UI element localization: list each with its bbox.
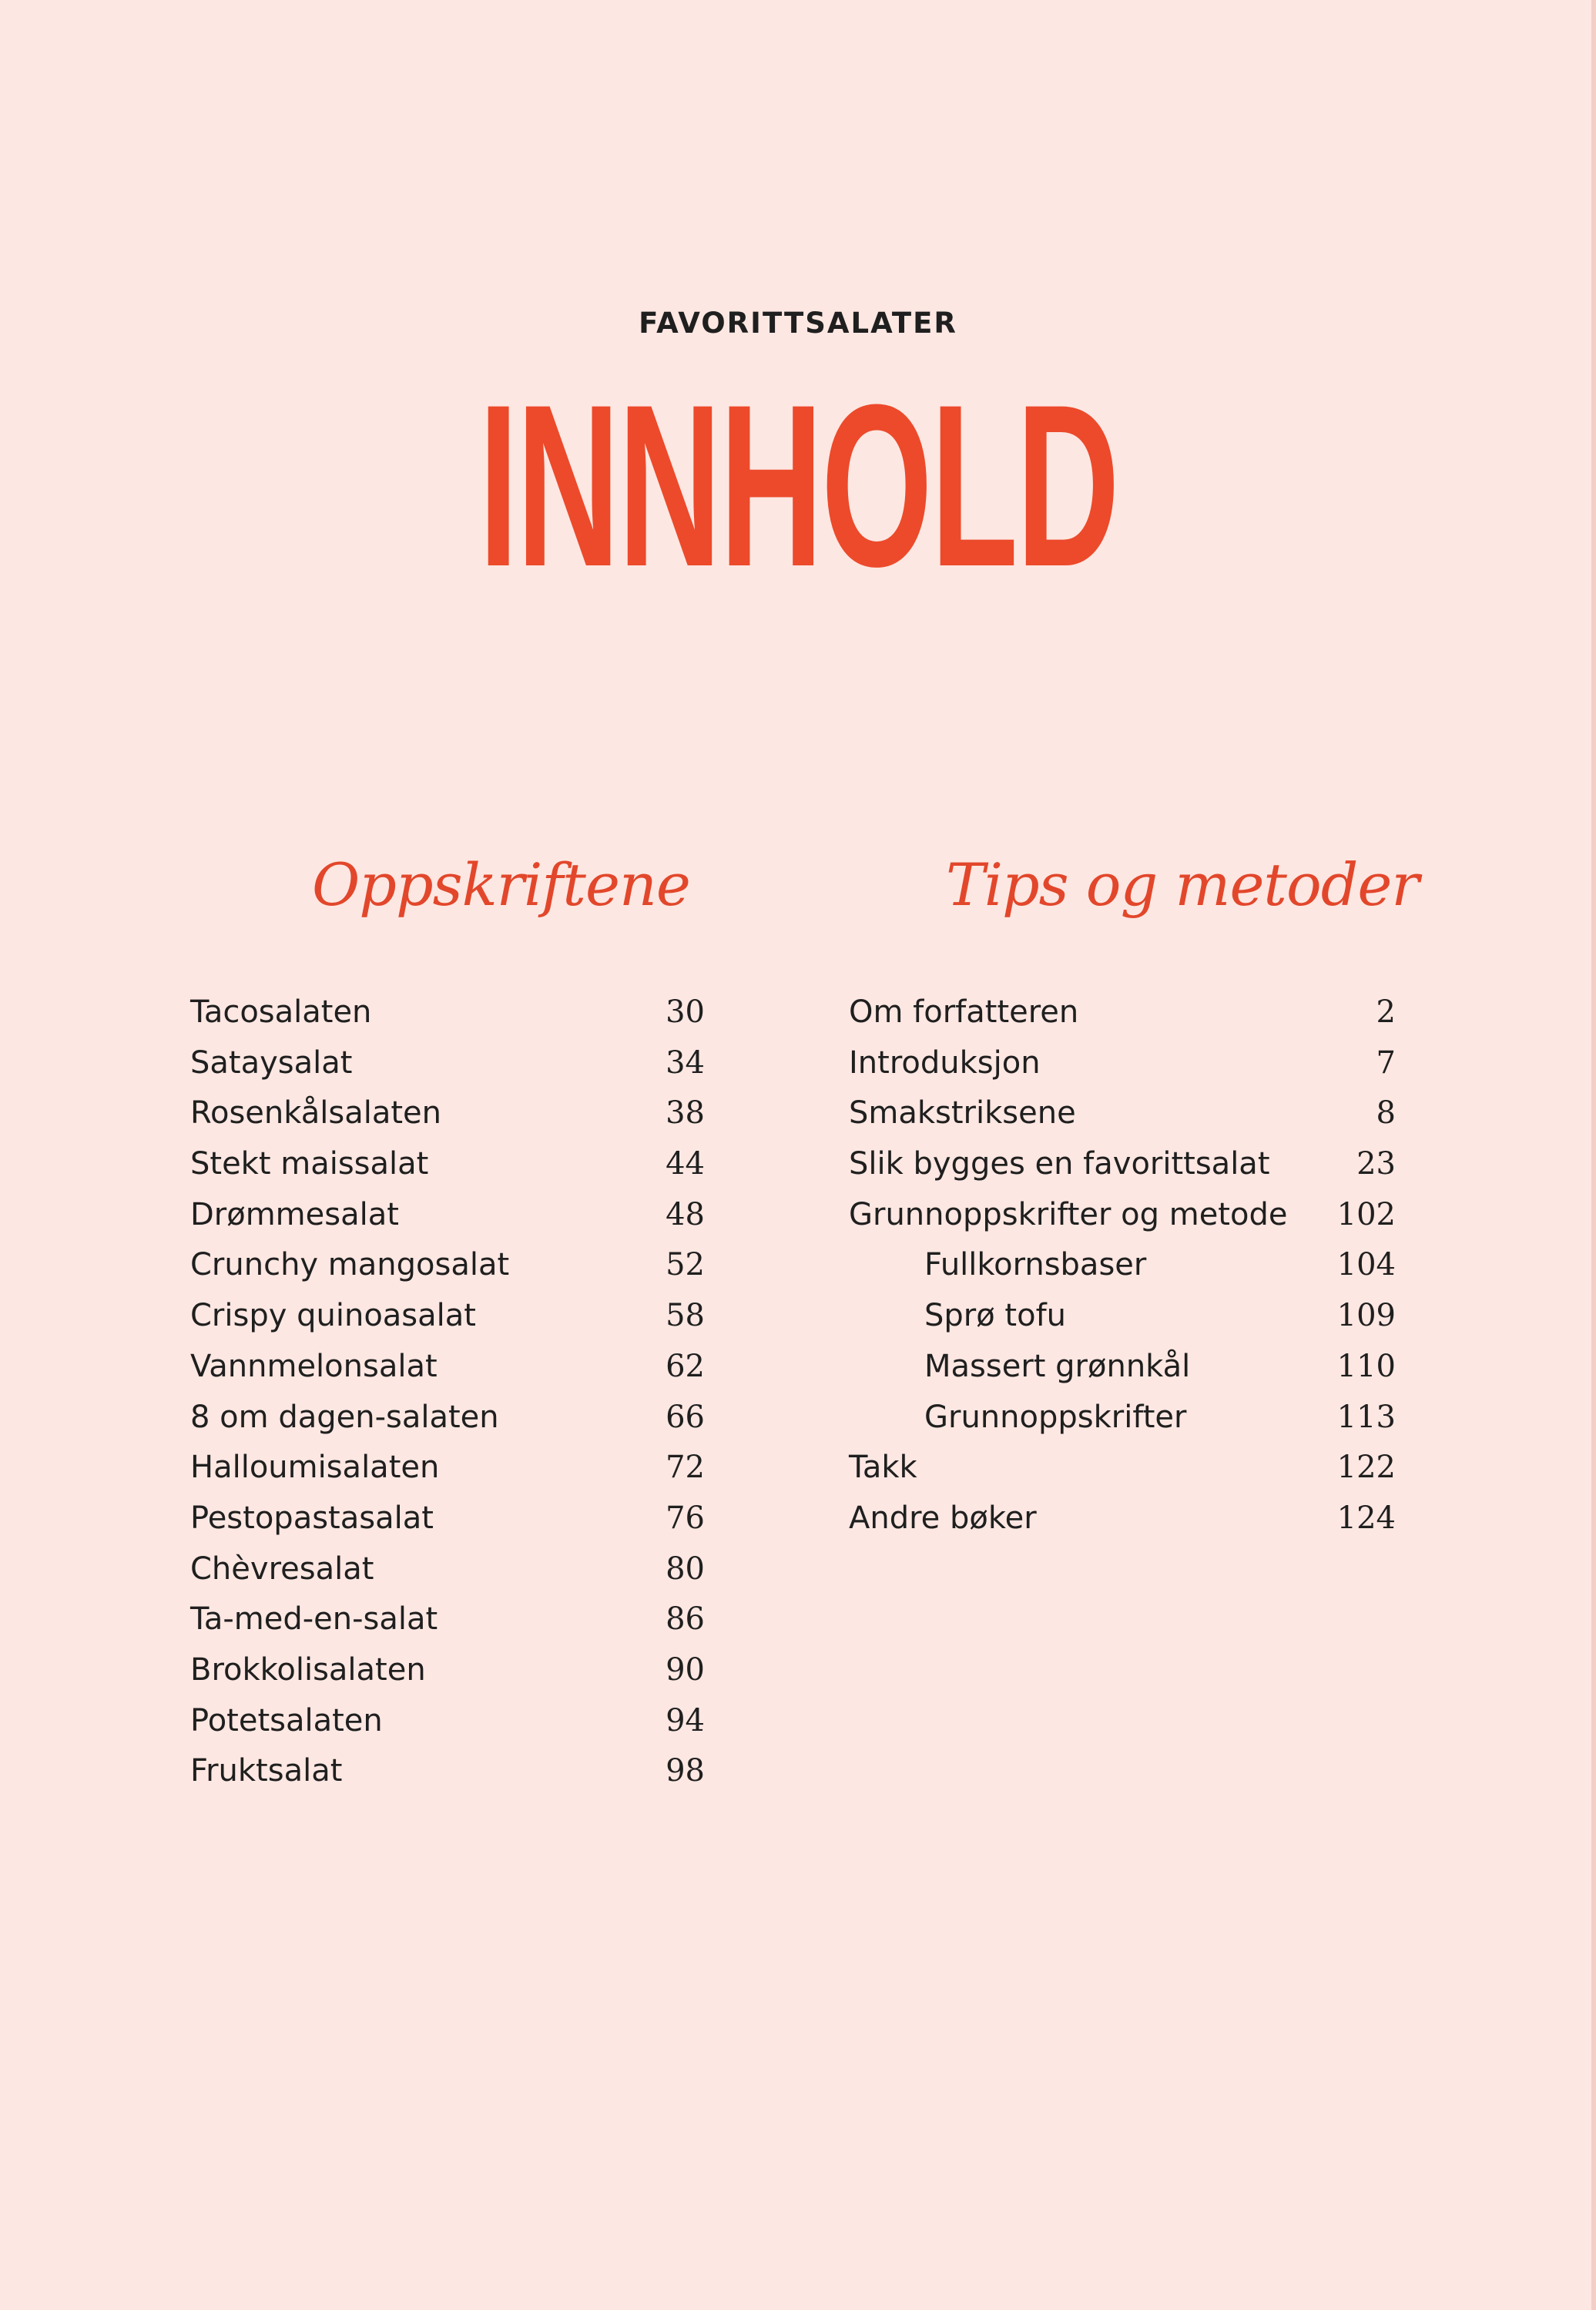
- toc-entry-title: Massert grønnkål: [924, 1348, 1191, 1384]
- toc-entry-title: Stekt maissalat: [190, 1146, 429, 1182]
- toc-entry-page: 8: [1376, 1095, 1396, 1132]
- toc-entry-title: Crunchy mangosalat: [190, 1247, 510, 1283]
- toc-entry-title: Sataysalat: [190, 1044, 353, 1081]
- toc-entry-title: Crispy quinoasalat: [190, 1298, 476, 1334]
- toc-entry-page: 76: [666, 1500, 705, 1536]
- toc-entry-title: Chèvresalat: [190, 1551, 374, 1587]
- toc-subentry[interactable]: [849, 1291, 1396, 1342]
- toc-entry[interactable]: [849, 1139, 1396, 1190]
- toc-entry[interactable]: [190, 1038, 705, 1089]
- toc-entry-page: 58: [666, 1298, 705, 1334]
- toc-entry[interactable]: [190, 1494, 705, 1544]
- toc-entry-page: 38: [666, 1095, 705, 1132]
- toc-entry-title: Sprø tofu: [924, 1298, 1067, 1334]
- toc-entry[interactable]: [849, 1190, 1396, 1241]
- toc-entry-page: 34: [666, 1044, 705, 1081]
- toc-entry-page: 72: [666, 1450, 705, 1486]
- toc-entry[interactable]: [190, 1746, 705, 1797]
- toc-entry-title: Tacosalaten: [190, 994, 372, 1030]
- toc-entry-title: Grunnoppskrifter og metode: [849, 1196, 1288, 1232]
- toc-entry-page: 110: [1336, 1348, 1396, 1384]
- toc-entry-title: Rosenkålsalaten: [190, 1095, 441, 1132]
- toc-entry-page: 86: [666, 1601, 705, 1638]
- toc-entry-title: Halloumisalaten: [190, 1450, 440, 1486]
- toc-entry[interactable]: [190, 987, 705, 1038]
- toc-entry-title: Vannmelonsalat: [190, 1348, 438, 1384]
- toc-entry-title: Slik bygges en favorittsalat: [849, 1146, 1270, 1182]
- toc-entry-title: Grunnoppskrifter: [924, 1399, 1187, 1435]
- book-title-kicker: FAVORITTSALATER: [639, 307, 957, 340]
- toc-entry[interactable]: [849, 1038, 1396, 1089]
- toc-entry-page: 66: [666, 1399, 705, 1435]
- tips-heading: Tips og metoder: [946, 850, 1419, 919]
- page-title: [0, 356, 1596, 615]
- toc-entry-title: 8 om dagen-salaten: [190, 1399, 499, 1435]
- toc-entry[interactable]: [849, 1088, 1396, 1139]
- toc-entry[interactable]: [190, 1088, 705, 1139]
- recipes-list: [190, 987, 705, 1797]
- toc-subentry[interactable]: [849, 1240, 1396, 1291]
- toc-entry-title: Takk: [849, 1450, 917, 1486]
- toc-entry[interactable]: [190, 1342, 705, 1393]
- toc-entry-title: Fruktsalat: [190, 1753, 343, 1789]
- toc-entry-page: 102: [1336, 1196, 1396, 1232]
- toc-entry[interactable]: [190, 1544, 705, 1595]
- toc-entry-page: 62: [666, 1348, 705, 1384]
- page-title-text: INNHOLD: [478, 356, 1118, 615]
- toc-entry[interactable]: [190, 1443, 705, 1494]
- page-edge: [1591, 0, 1596, 2310]
- toc-entry-title: Brokkolisalaten: [190, 1651, 426, 1688]
- toc-entry[interactable]: [190, 1393, 705, 1443]
- toc-entry-page: 80: [666, 1551, 705, 1587]
- toc-entry-page: 113: [1336, 1399, 1396, 1435]
- toc-entry[interactable]: [190, 1139, 705, 1190]
- toc-entry[interactable]: [190, 1696, 705, 1747]
- toc-entry-page: 30: [666, 994, 705, 1030]
- toc-entry-title: Introduksjon: [849, 1044, 1041, 1081]
- toc-entry-page: 52: [666, 1247, 705, 1283]
- toc-entry[interactable]: [190, 1645, 705, 1696]
- toc-entry-title: Ta-med-en-salat: [190, 1601, 438, 1638]
- toc-entry-title: Om forfatteren: [849, 994, 1079, 1030]
- toc-entry-page: 122: [1336, 1450, 1396, 1486]
- toc-entry[interactable]: [849, 1443, 1396, 1494]
- toc-entry-page: 90: [666, 1651, 705, 1688]
- toc-entry-title: Potetsalaten: [190, 1702, 383, 1738]
- toc-subentry[interactable]: [849, 1393, 1396, 1443]
- toc-entry-page: 124: [1336, 1500, 1396, 1536]
- toc-entry-title: Andre bøker: [849, 1500, 1037, 1536]
- toc-subentry[interactable]: [849, 1342, 1396, 1393]
- toc-entry-page: 109: [1336, 1298, 1396, 1334]
- toc-entry-page: 98: [666, 1753, 705, 1789]
- toc-entry-page: 48: [666, 1196, 705, 1232]
- toc-entry-page: 94: [666, 1702, 705, 1738]
- toc-entry-title: Drømmesalat: [190, 1196, 399, 1232]
- toc-entry[interactable]: [190, 1190, 705, 1241]
- toc-entry-title: Fullkornsbaser: [924, 1247, 1147, 1283]
- toc-entry-page: 44: [666, 1146, 705, 1182]
- recipes-heading: Oppskriftene: [312, 850, 690, 919]
- toc-entry-title: Pestopastasalat: [190, 1500, 434, 1536]
- toc-entry[interactable]: [190, 1291, 705, 1342]
- toc-entry[interactable]: [190, 1594, 705, 1645]
- toc-entry-title: Smakstriksene: [849, 1095, 1076, 1132]
- toc-entry-page: 7: [1376, 1044, 1396, 1081]
- toc-entry-page: 23: [1356, 1146, 1396, 1182]
- tips-list: [849, 987, 1396, 1544]
- toc-entry[interactable]: [190, 1240, 705, 1291]
- toc-entry-page: 104: [1336, 1247, 1396, 1283]
- toc-entry-page: 2: [1376, 994, 1396, 1030]
- toc-entry[interactable]: [849, 987, 1396, 1038]
- toc-entry[interactable]: [849, 1494, 1396, 1544]
